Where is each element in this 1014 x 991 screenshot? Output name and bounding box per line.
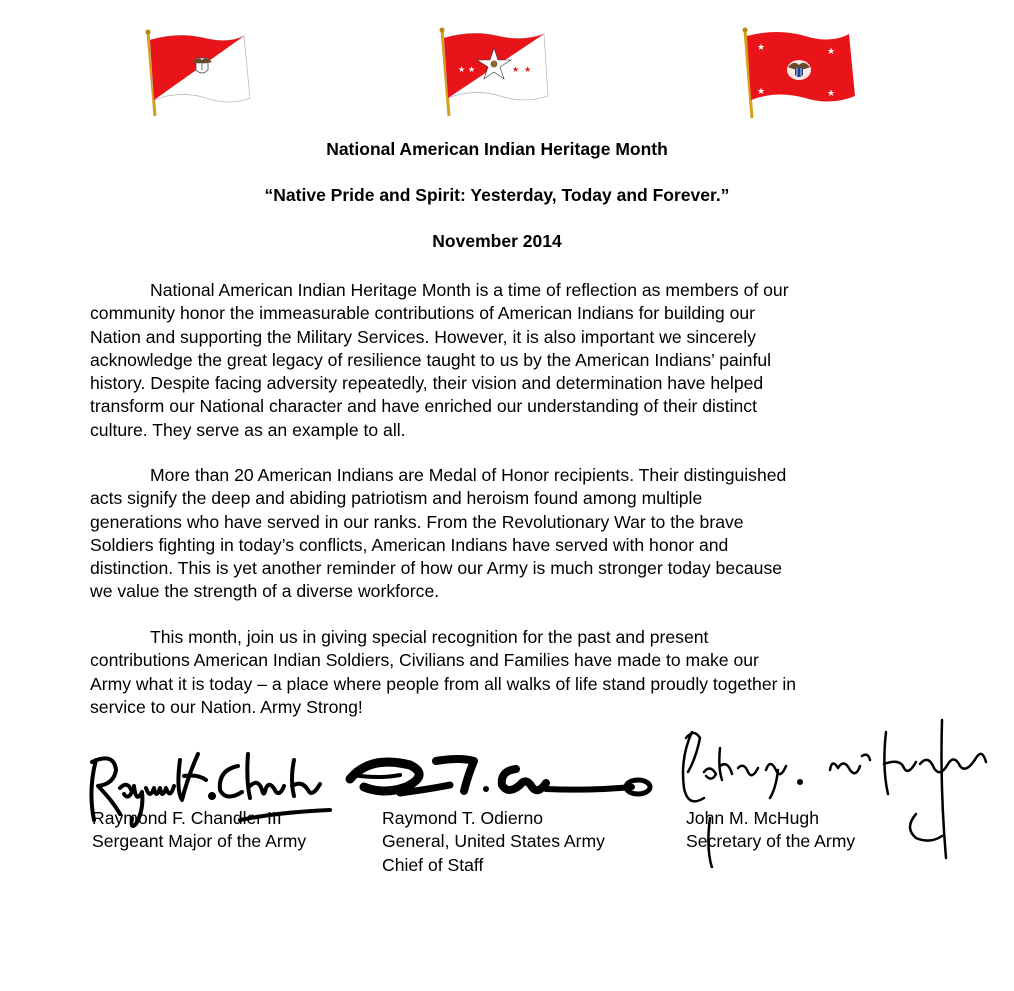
body-paragraph-2 (90, 464, 910, 604)
paragraph-line: distinction. This is yet another reminder of how our Army is much stronger today because (90, 558, 783, 579)
body-paragraph-1 (90, 279, 910, 442)
svg-text:★: ★ (757, 87, 766, 97)
paragraph-line: acts signify the deep and abiding patriotism and heroism found among multiple (90, 488, 703, 509)
signer-title: Chief of Staff (382, 854, 484, 875)
paragraph-line: This month, join us in giving special recognition for the past and present (150, 627, 709, 647)
paragraph-line: acknowledge the great legacy of resilience taught to us by the American Indians’ painful (90, 349, 772, 370)
svg-text:★: ★ (468, 65, 476, 74)
svg-text:★: ★ (512, 65, 520, 74)
paragraph-line: service to our Nation. Army Strong! (90, 696, 363, 717)
signer-name: John M. McHugh (686, 808, 819, 828)
svg-text:★: ★ (524, 65, 532, 74)
paragraph-line: history. Despite facing adversity repeatedly, their vision and determination have helped (90, 373, 764, 394)
odierno-signature (340, 745, 670, 815)
signer-odierno (382, 807, 605, 877)
csa-flag-icon (432, 26, 552, 118)
signer-chandler (92, 807, 306, 854)
svg-text:★: ★ (827, 47, 836, 57)
paragraph-line: we value the strength of a diverse workforce. (90, 581, 440, 602)
signer-title: General, United States Army (382, 831, 605, 852)
paragraph-line: Nation and supporting the Military Services. However, it is also important we sincerely (90, 326, 756, 347)
svg-text:★: ★ (757, 43, 766, 53)
secarmy-flag-icon (735, 26, 860, 120)
signer-title: Secretary of the Army (686, 831, 856, 852)
paragraph-line: Soldiers fighting in today’s conflicts, American Indians have served with honor and (90, 534, 729, 555)
paragraph-line: culture. They serve as an example to all. (90, 419, 406, 440)
paragraph-line: More than 20 American Indians are Medal of Honor recipients. Their distinguished (150, 465, 787, 485)
theme-subtitle: “Native Pride and Spirit: Yesterday, Today and Forever.” (264, 185, 730, 205)
signer-mchugh (686, 807, 855, 854)
page-title: National American Indian Heritage Month (326, 139, 668, 159)
svg-text:★: ★ (827, 89, 836, 99)
paragraph-line: contributions American Indian Soldiers, Civilians and Families have made to make our (90, 650, 759, 671)
date-line: November 2014 (432, 231, 562, 251)
paragraph-line: Army what it is today – a place where people from all walks of life stand proudly together in (90, 673, 797, 694)
paragraph-line: transform our National character and have enriched our understanding of their distinct (90, 396, 757, 417)
paragraph-line: community honor the immeasurable contributions of American Indians for building our (90, 303, 755, 324)
signer-name: Raymond T. Odierno (382, 808, 544, 828)
signer-title: Sergeant Major of the Army (92, 831, 307, 852)
paragraph-line: generations who have served in our ranks. From the Revolutionary War to the brave (90, 511, 744, 532)
paragraph-line: National American Indian Heritage Month is a time of reflection as members of our (150, 280, 789, 300)
svg-text:★: ★ (458, 65, 466, 74)
signer-name: Raymond F. Chandler III (92, 808, 282, 828)
body-paragraph-3 (90, 626, 910, 719)
sma-flag-icon (138, 28, 258, 118)
